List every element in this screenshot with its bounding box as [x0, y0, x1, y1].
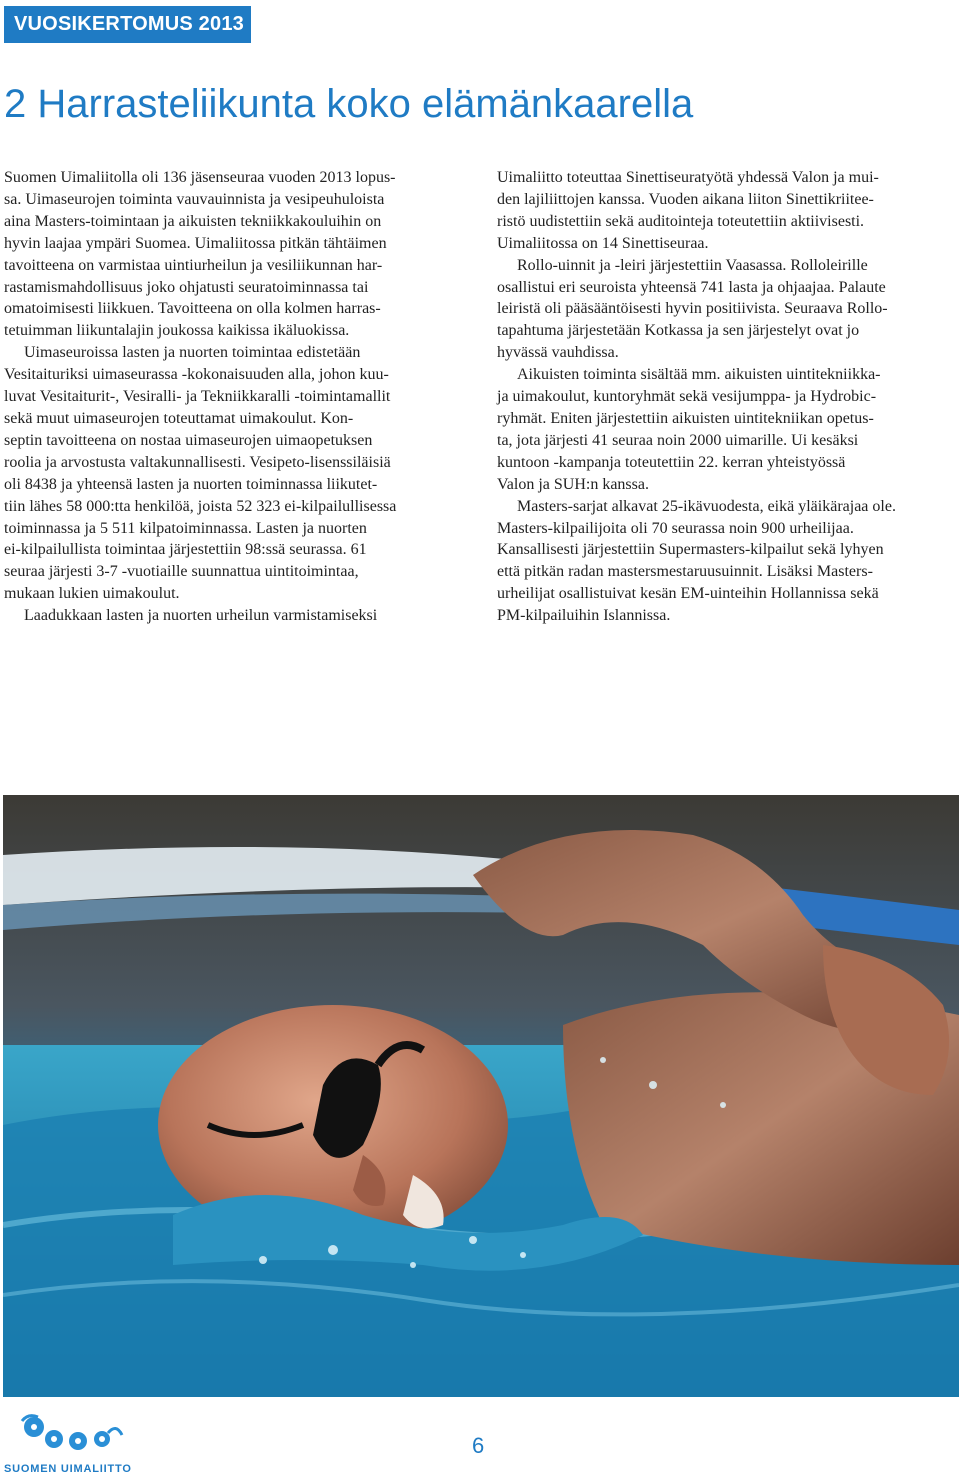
- body-line: oli 8438 ja yhteensä lasten ja nuorten toiminnassa liikutet-: [4, 475, 378, 493]
- body-line: ja uimakoulut, kuntoryhmät sekä vesijumppa- ja Hydrobic-: [497, 388, 877, 406]
- body-line: Masters-kilpailijoita oli 70 seurassa noin 900 urheilijaa.: [497, 519, 854, 537]
- left-column: [4, 167, 470, 627]
- body-line: hyvässä vauhdissa.: [497, 344, 619, 362]
- swimmer-photo: [3, 795, 959, 1397]
- body-line: luvat Vesitaiturit-, Vesiralli- ja Tekniikkaralli -toimintamallit: [4, 388, 391, 406]
- body-line: ristö uudistettiin sekä auditointeja toteutettiin aktiivisesti.: [497, 212, 865, 230]
- body-line: Uimaseuroissa lasten ja nuorten toimintaa edistetään: [24, 344, 361, 362]
- body-line: ryhmät. Eniten järjestettiin aikuisten uintitekniikan opetus-: [497, 409, 874, 427]
- body-line: roolia ja arvostusta valtakunnallisesti. Vesipeto-lisenssiläisiä: [4, 453, 391, 471]
- body-line: Vesitaituriksi uimaseurassa -kokonaisuuden alla, johon kuu-: [4, 366, 389, 384]
- body-line: tapahtuma järjestetään Kotkassa ja sen järjestelyt ovat jo: [497, 322, 860, 340]
- body-line: Masters-sarjat alkavat 25-ikävuodesta, eikä yläikärajaa ole.: [517, 497, 896, 515]
- body-line: kuntoon -kampanja toteutettiin 22. kerran yhteistyössä: [497, 453, 846, 471]
- logo-text: SUOMEN UIMALIITTO: [4, 1463, 132, 1475]
- body-line: sekä muut uimaseurojen toteuttamat uimakoulut. Kon-: [4, 409, 354, 427]
- body-line: hyvin laajaa ympäri Suomea. Uimaliitossa pitkän tähtäimen: [4, 234, 387, 252]
- body-line: seuraa järjesti 3-7 -vuotiaille suunnattua uintitoimintaa,: [4, 563, 359, 581]
- body-line: sa. Uimaseurojen toiminta vauvauinnista ja vesipeuhuloista: [4, 190, 385, 208]
- body-line: Kansallisesti järjestettiin Supermasters-kilpailut sekä lyhyen: [497, 541, 884, 559]
- body-line: Aikuisten toiminta sisältää mm. aikuisten uintitekniikka-: [517, 366, 881, 384]
- body-line: Valon ja SUH:n kanssa.: [497, 475, 649, 493]
- body-line: leiristä oli pääsääntöisesti hyvin positiivista. Seuraava Rollo-: [497, 300, 888, 318]
- body-line: Uimaliitossa on 14 Sinettiseuraa.: [497, 234, 709, 252]
- body-line: mukaan lukien uimakoulut.: [4, 585, 180, 603]
- body-line: den lajiliittojen kanssa. Vuoden aikana liiton Sinettikriitee-: [497, 190, 874, 208]
- body-line: tiin lähes 58 000:tta henkilöä, joista 52 323 ei-kilpailullisessa: [4, 497, 397, 515]
- body-line: ta, jota järjesti 41 seuraa noin 2000 uimarille. Ui kesäksi: [497, 431, 859, 449]
- body-line: septin tavoitteena on nostaa uimaseurojen uimaopetuksen: [4, 431, 373, 449]
- page-number: 6: [472, 1433, 485, 1458]
- body-line: urheilijat osallistuivat kesän EM-uinteihin Hollannissa sekä: [497, 585, 879, 603]
- report-badge: VUOSIKERTOMUS 2013: [4, 6, 251, 43]
- body-line: rastamismahdollisuus joko ohjatusti seuratoiminnassa tai: [4, 278, 369, 296]
- body-line: ei-kilpailullista toimintaa järjestettiin 98:ssä seurassa. 61: [4, 541, 367, 559]
- body-line: Rollo-uinnit ja -leiri järjestettiin Vaasassa. Rolloleirille: [517, 256, 868, 274]
- body-line: osallistui eri seuroista yhteensä 741 lasta ja ohjaajaa. Palaute: [497, 278, 886, 296]
- body-line: Uimaliitto toteuttaa Sinettiseuratyötä yhdessä Valon ja mui-: [497, 169, 879, 186]
- body-line: tetuimman liikuntalajin joukossa kaikissa ikäluokissa.: [4, 322, 350, 340]
- page-title: 2 Harrasteliikunta koko elämänkaarella: [4, 82, 694, 126]
- body-line: aina Masters-toimintaan ja aikuisten tekniikkakouluihin on: [4, 212, 382, 230]
- body-line: omatoimisesti liikkuen. Tavoitteena on olla kolmen harras-: [4, 300, 381, 318]
- body-line: että pitkän radan mastersmestaruusuinnit. Lisäksi Masters-: [497, 563, 873, 581]
- body-line: PM-kilpailuihin Islannissa.: [497, 607, 671, 625]
- body-line: toiminnassa ja 5 511 kilpatoiminnassa. Lasten ja nuorten: [4, 519, 367, 537]
- body-line: tavoitteena on varmistaa uintiurheilun ja vesiliikunnan har-: [4, 256, 383, 274]
- body-line: Suomen Uimaliitolla oli 136 jäsenseuraa vuoden 2013 lopus-: [4, 169, 396, 186]
- body-line: Laadukkaan lasten ja nuorten urheilun varmistamiseksi: [24, 607, 378, 625]
- right-column: [497, 167, 959, 627]
